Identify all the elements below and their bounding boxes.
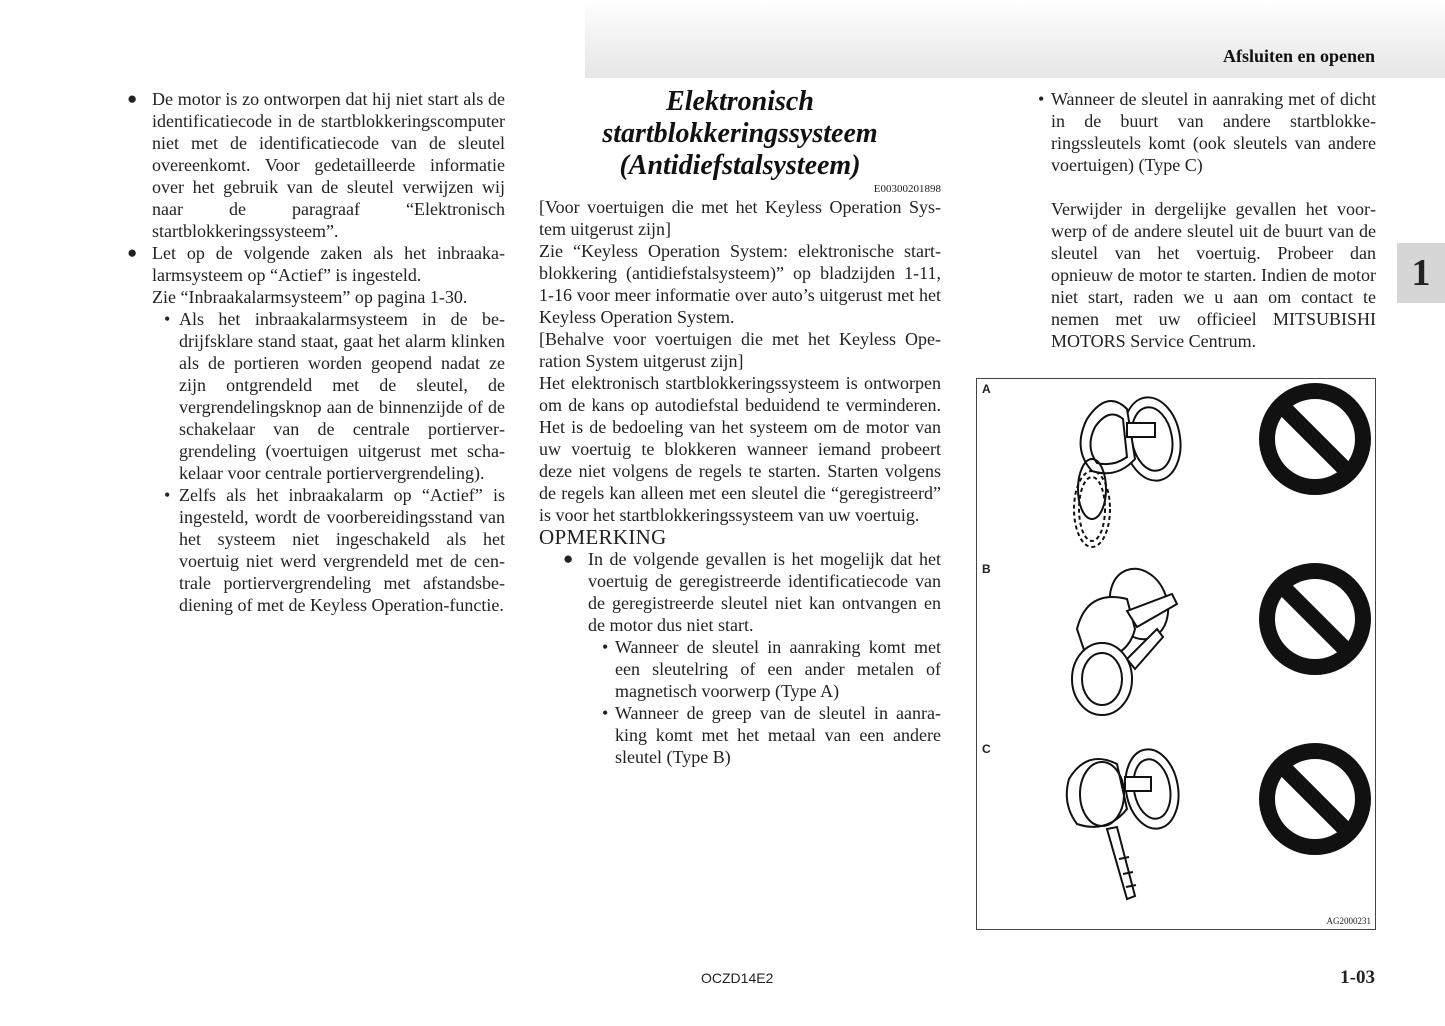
note-sub-item bbox=[600, 702, 941, 768]
figure-label-a: A bbox=[982, 382, 991, 396]
bullet-icon: ● bbox=[563, 549, 574, 568]
reference-text: Zie “Inbraakalarmsysteem” op pagina 1-30. bbox=[152, 287, 468, 307]
column-left bbox=[127, 88, 505, 616]
bullet-item bbox=[127, 242, 505, 286]
sub-bullet-icon: • bbox=[602, 703, 609, 723]
document-code: OCZD14E2 bbox=[701, 970, 774, 986]
note-sub-text: Wanneer de sleutel in aanraking met of dicht in de buurt van andere startblokkeringssleutels komt (ook sleutels van andere voertuigen) (Type C) bbox=[1051, 89, 1376, 175]
section-heading-line2: startblokkeringssysteem bbox=[602, 118, 878, 149]
sub-item-text: Zelfs als het inbraakalarm op “Actief” is ingesteld, wordt de voorbereidingsstand van het systeem niet ingeschakeld als het voertuig niet werd vergrendeld met de centrale portiervergrendeling met afstandsbediening of met de Keyless Operation-functie. bbox=[179, 485, 505, 615]
sub-bullet-icon: • bbox=[1038, 89, 1045, 109]
page-number: 1-03 bbox=[1340, 967, 1375, 988]
bullet-item bbox=[127, 88, 505, 242]
figure-code: AG2000231 bbox=[1326, 916, 1371, 926]
sub-item bbox=[152, 484, 505, 616]
column-middle bbox=[539, 86, 941, 768]
sub-item bbox=[152, 308, 505, 484]
note-bullet-text: In de volgende gevallen is het mogelijk dat het voertuig de geregistreerde identificatiecode van de geregistreerde sleutel niet kan ontvangen en de motor dus niet start. bbox=[588, 549, 941, 635]
column-right bbox=[1036, 88, 1376, 352]
section-heading-line1: Elektronisch bbox=[666, 86, 814, 117]
paragraph: [Voor voertuigen die met het Keyless Operation System uitgerust zijn] bbox=[539, 197, 941, 239]
note-sub-text: Wanneer de greep van de sleutel in aanraking komt met het metaal van een andere sleutel (Type B) bbox=[615, 703, 941, 767]
reference-code: E00300201898 bbox=[873, 183, 941, 195]
chapter-tab: 1 bbox=[1397, 243, 1445, 303]
paragraph: Zie “Keyless Operation System: elektronische startblokkering (antidiefstalsysteem)” op bladzijden 1-11, 1-16 voor meer informatie over auto’s uitgerust met het Keyless Operation System. bbox=[539, 241, 941, 327]
prohibited-icon bbox=[1267, 391, 1363, 487]
prohibited-icon bbox=[1267, 751, 1363, 847]
sub-item-text: Als het inbraakalarmsysteem in de bedrijfsklare stand staat, gaat het alarm klinken als de portieren worden geopend nadat ze zijn ontgrendeld met de sleutel, de vergrendelingsknop aan de binnenzijde of de schakelaar van de centrale portiervergrendeling (voertuigen uitgerust met schakelaar voor centrale portiervergrendeling). bbox=[179, 309, 505, 483]
note-sub-item bbox=[1036, 88, 1376, 176]
paragraph: [Behalve voor voertuigen die met het Keyless Operation System uitgerust zijn] bbox=[539, 329, 941, 371]
sub-bullet-icon: • bbox=[164, 309, 171, 329]
bullet-icon: ● bbox=[127, 89, 138, 108]
paragraph: Het elektronisch startblokkeringssysteem is ontworpen om de kans op autodiefstal beduidend te verminderen. Het is de bedoeling van het systeem om de motor van uw voertuig te blokkeren wanneer iemand probeert deze niet volgens de regels te starten. Starten volgens de regels kan alleen met een sleutel die “geregistreerd” is voor het startblokkeringssysteem van uw voertuig. bbox=[539, 373, 941, 525]
keys-near-each-other-icon bbox=[1067, 745, 1185, 899]
note-heading: OPMERKING bbox=[539, 525, 667, 549]
bullet-text: Let op de volgende zaken als het inbraakalarmsysteem op “Actief” is ingesteld. bbox=[152, 243, 505, 285]
key-illustration-figure bbox=[976, 378, 1376, 930]
figure-label-c: C bbox=[982, 742, 991, 756]
prohibited-icon bbox=[1267, 571, 1363, 667]
bullet-text: De motor is zo ontworpen dat hij niet start als de identificatiecode in de startblokkeringscomputer niet met de identificatiecode van de sleutel overeenkomt. Voor gedetailleerde informatie over het gebruik van de sleutel verwijzen wij naar de paragraaf “Elektronisch startblokkeringssysteem”. bbox=[152, 89, 505, 241]
key-with-ring-icon bbox=[1074, 393, 1187, 547]
sub-bullet-icon: • bbox=[602, 637, 609, 657]
paragraph: Verwijder in dergelijke gevallen het voorwerp of de andere sleutel uit de buurt van de sleutel van het voertuig. Probeer dan opnieuw de motor te starten. Indien de motor niet start, raden we u aan om contact te nemen met uw officieel MITSUBISHI MOTORS Service Centrum. bbox=[1051, 199, 1376, 351]
two-keys-icon bbox=[1072, 561, 1178, 715]
bullet-icon: ● bbox=[127, 243, 138, 262]
note-sub-text: Wanneer de sleutel in aanraking komt met een sleutelring of een ander metalen of magnetisch voorwerp (Type A) bbox=[615, 637, 941, 701]
figure-drawing bbox=[977, 379, 1375, 929]
note-bullet bbox=[563, 548, 941, 768]
figure-label-b: B bbox=[982, 562, 991, 576]
note-sub-item bbox=[600, 636, 941, 702]
section-heading-line3: (Antidiefstalsysteem) bbox=[619, 150, 861, 181]
sub-bullet-icon: • bbox=[164, 485, 171, 505]
section-title: Afsluiten en openen bbox=[1222, 46, 1375, 66]
